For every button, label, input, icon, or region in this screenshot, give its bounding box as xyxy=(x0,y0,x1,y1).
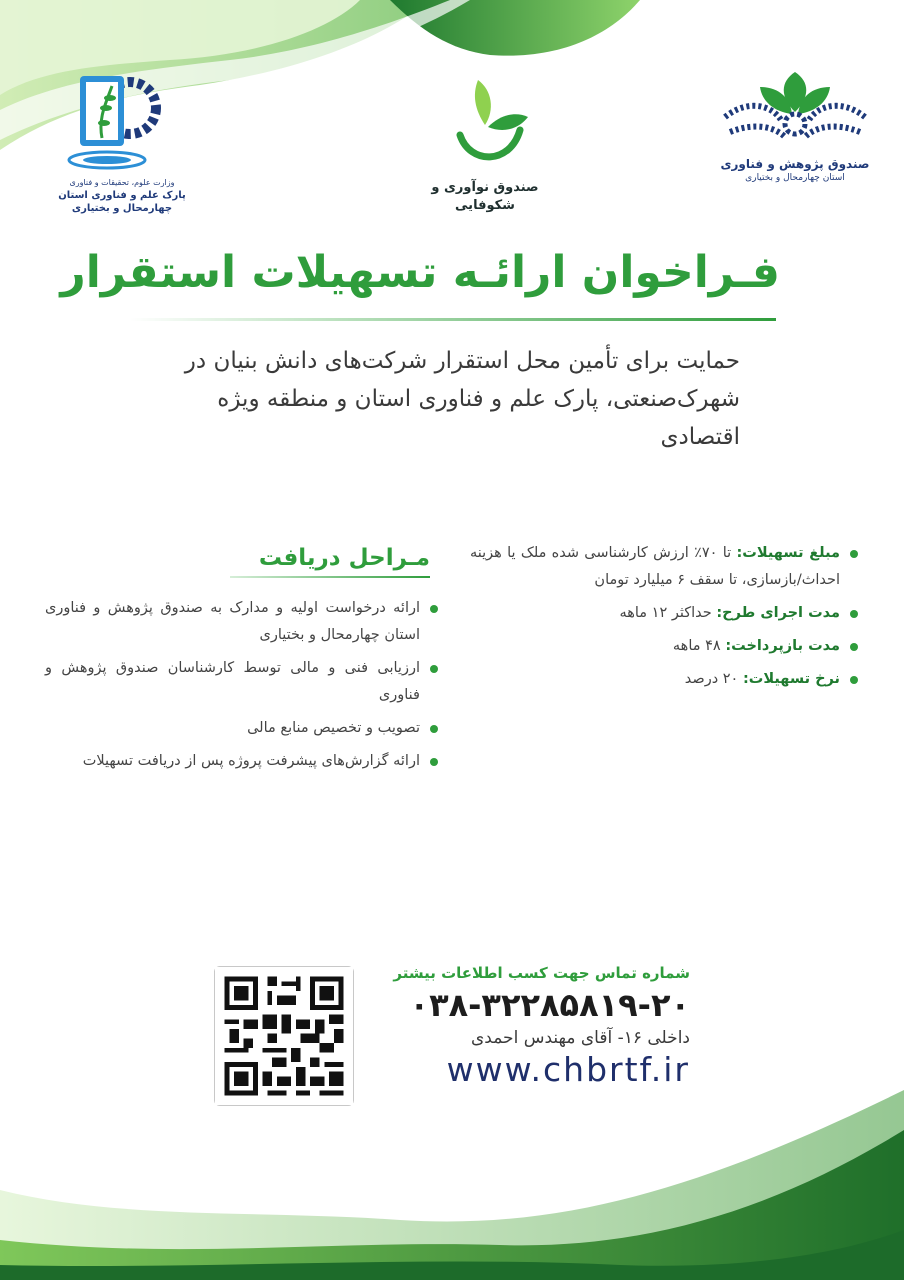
fact-item-repayment xyxy=(470,633,860,660)
page-subtitle: حمایت برای تأمین محل استقرار شرکت‌های دانش بنیان در شهرک‌صنعتی، پارک علم و فناوری استان و منطقه ویژه اقتصادی xyxy=(184,348,740,450)
sprout-leaf-icon xyxy=(440,75,530,175)
contact-block xyxy=(370,964,690,1089)
step-text: ارزیابی فنی و مالی توسط کارشناسان صندوق پژوهش و فناوری xyxy=(45,660,420,703)
fact-value: تا ۷۰٪ ارزش کارشناسی شده ملک یا هزینه احداث/بازسازی، تا سقف ۶ میلیارد تومان xyxy=(470,545,840,588)
fact-label: مدت بازپرداخت: xyxy=(725,638,840,654)
fact-item-rate xyxy=(470,666,860,693)
fact-value: حداکثر ۱۲ ماهه xyxy=(619,605,712,621)
bullet-dot-icon xyxy=(430,665,438,673)
fact-label: نرخ تسهیلات: xyxy=(742,671,840,687)
bottom-wave-decoration xyxy=(0,1070,904,1280)
step-item xyxy=(45,595,440,649)
bullet-dot-icon xyxy=(430,605,438,613)
step-item xyxy=(45,748,440,775)
science-park-logo xyxy=(52,68,192,216)
step-text: ارائه درخواست اولیه و مدارک به صندوق پژوهش و فناوری استان چهارمحال و بختیاری xyxy=(45,600,420,643)
innovation-fund-logo xyxy=(410,75,560,214)
fact-item-amount xyxy=(470,540,860,594)
fact-value: ۲۰ درصد xyxy=(684,671,739,687)
science-park-emblem-icon xyxy=(62,68,162,178)
fact-label: مبلغ تسهیلات: xyxy=(736,545,840,561)
loan-facts-list xyxy=(470,540,860,699)
steps-list xyxy=(45,595,440,781)
contact-phone[interactable]: ۰۳۸-۳۲۲۸۵۸۱۹-۲۰ xyxy=(409,986,690,1024)
page-title: فـراخوان ارائـه تسهیلات استقرار xyxy=(60,247,780,298)
research-fund-emblem-icon xyxy=(720,72,870,152)
science-park-ministry-caption: وزارت علوم، تحقیقات و فناوری xyxy=(69,178,175,187)
steps-heading-underline xyxy=(230,576,430,578)
research-fund-province-caption: استان چهارمحال و بختیاری xyxy=(745,173,845,184)
bullet-dot-icon xyxy=(430,758,438,766)
qr-code-icon xyxy=(215,967,353,1105)
step-item xyxy=(45,655,440,709)
fact-value: ۴۸ ماهه xyxy=(672,638,721,654)
research-fund-caption: صندوق پژوهش و فناوری xyxy=(720,157,870,171)
contact-extension: داخلی ۱۶- آقای مهندس احمدی xyxy=(471,1028,690,1048)
step-text: تصویب و تخصیص منابع مالی xyxy=(247,720,420,736)
title-divider xyxy=(130,318,776,321)
bullet-dot-icon xyxy=(850,610,858,618)
step-text: ارائه گزارش‌های پیشرفت پروژه پس از دریافت تسهیلات xyxy=(82,753,420,769)
qr-code[interactable] xyxy=(214,966,354,1106)
research-fund-logo xyxy=(715,72,875,184)
contact-label: شماره تماس جهت کسب اطلاعات بیشتر xyxy=(393,964,690,982)
bullet-dot-icon xyxy=(850,676,858,684)
bullet-dot-icon xyxy=(850,550,858,558)
website-link[interactable]: www.chbrtf.ir xyxy=(446,1050,690,1089)
fact-item-duration xyxy=(470,600,860,627)
step-item xyxy=(45,715,440,742)
innovation-fund-caption: صندوق نوآوری و شکوفایی xyxy=(431,180,539,213)
fact-label: مدت اجرای طرح: xyxy=(716,605,840,621)
science-park-caption: پارک علم و فناوری استان چهارمحال و بختیاری xyxy=(58,189,186,215)
steps-heading: مـراحل دریافت xyxy=(258,545,430,571)
bullet-dot-icon xyxy=(850,643,858,651)
bullet-dot-icon xyxy=(430,725,438,733)
